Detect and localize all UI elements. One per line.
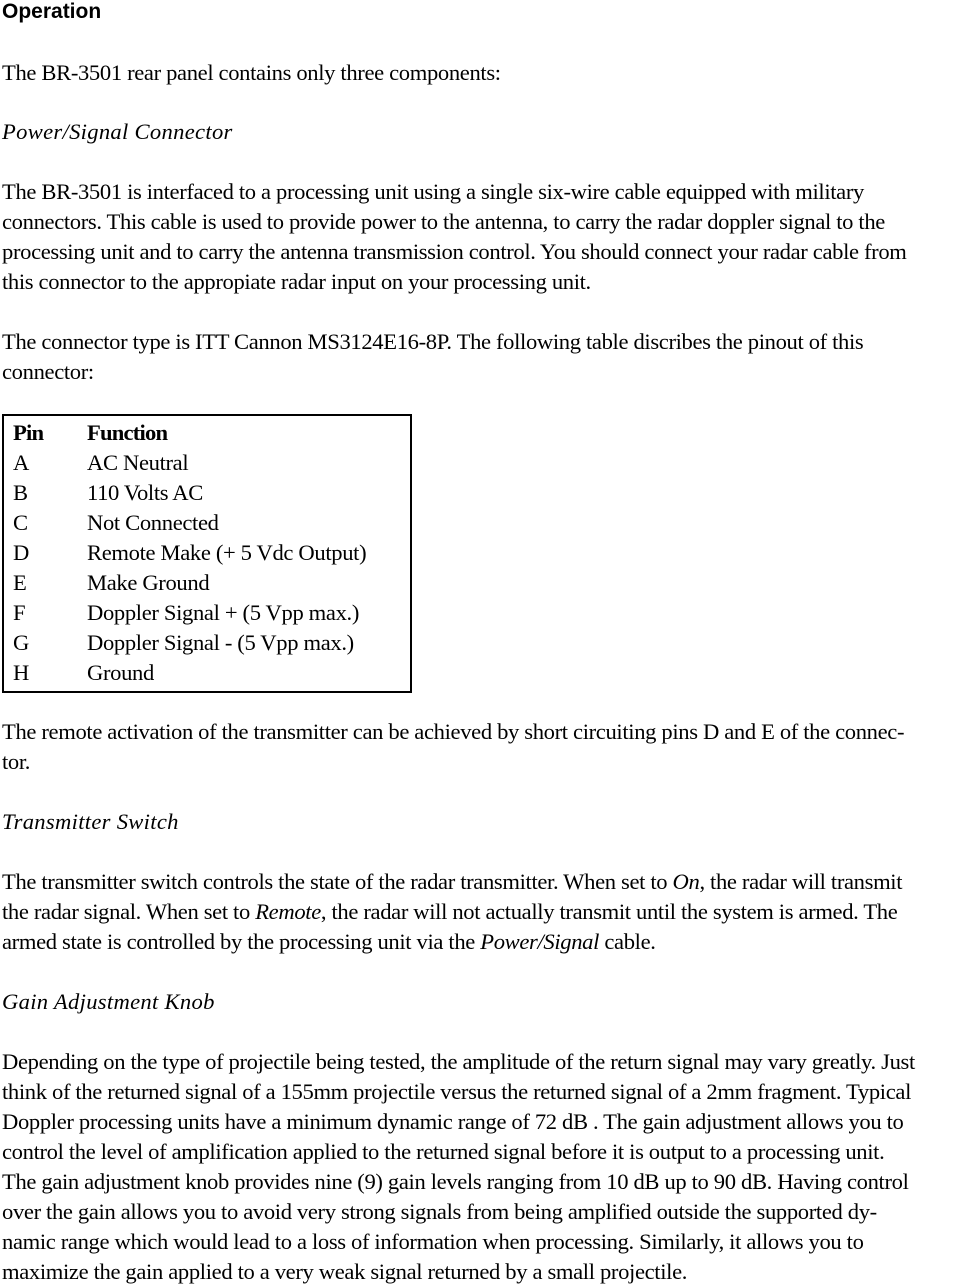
text-line: armed state is controlled by the processing unit via the Power/Signal cable. <box>2 929 656 954</box>
page-heading: Operation <box>2 0 102 23</box>
emphasis-on: On <box>672 869 700 894</box>
pin-cell: H <box>13 660 29 685</box>
pin-cell: D <box>13 540 29 565</box>
function-cell: Not Connected <box>87 510 219 535</box>
pin-cell: G <box>13 630 29 655</box>
text-line: The connector type is ITT Cannon MS3124E16-8P. The following table discribes the pinout of this <box>2 329 864 354</box>
section-title-power-signal: Power/Signal Connector <box>2 119 233 144</box>
text-line: the radar signal. When set to Remote, the radar will not actually transmit until the system is armed. The <box>2 899 898 924</box>
text-line: think of the returned signal of a 155mm projectile versus the returned signal of a 2mm fragment. Typical <box>2 1079 912 1104</box>
text-line: Doppler processing units have a minimum dynamic range of 72 dB . The gain adjustment allows you to <box>2 1109 904 1134</box>
text-line: The transmitter switch controls the state of the radar transmitter. When set to On, the radar will transmit <box>2 869 903 894</box>
pin-cell: B <box>13 480 28 505</box>
remote-activation-paragraph <box>2 717 972 777</box>
pin-cell: A <box>13 450 29 475</box>
text-line: The remote activation of the transmitter can be achieved by short circuiting pins D and E of the connec- <box>2 719 905 744</box>
pin-cell: F <box>13 600 26 625</box>
power-paragraph-2 <box>2 327 972 387</box>
header-function: Function <box>87 420 168 445</box>
intro-paragraph: The BR-3501 rear panel contains only three components: <box>2 60 501 85</box>
text-line: connector: <box>2 359 94 384</box>
text-line: Depending on the type of projectile being tested, the amplitude of the return signal may vary greatly. Just <box>2 1049 915 1074</box>
function-cell: Doppler Signal + (5 Vpp max.) <box>87 600 360 625</box>
function-cell: Ground <box>87 660 154 685</box>
power-paragraph-1 <box>2 177 972 297</box>
text-line: The gain adjustment knob provides nine (9) gain levels ranging from 10 dB up to 90 dB. Having control <box>2 1169 909 1194</box>
emphasis-power-signal: Power/Signal <box>480 929 600 954</box>
text-line: maximize the gain applied to a very weak signal returned by a small projectile. <box>2 1259 688 1284</box>
section-title-transmitter-switch: Transmitter Switch <box>2 809 179 834</box>
text-line: this connector to the appropiate radar input on your processing unit. <box>2 269 591 294</box>
function-cell: 110 Volts AC <box>87 480 203 505</box>
text-line: namic range which would lead to a loss of information when processing. Similarly, it allows you to <box>2 1229 864 1254</box>
function-cell: Remote Make (+ 5 Vdc Output) <box>87 540 367 565</box>
gain-paragraph <box>2 1047 972 1287</box>
text-line: The BR-3501 is interfaced to a processing unit using a single six-wire cable equipped with military <box>2 179 864 204</box>
section-title-gain-adjustment: Gain Adjustment Knob <box>2 989 215 1014</box>
text-line: processing unit and to carry the antenna transmission control. You should connect your radar cable from <box>2 239 907 264</box>
function-cell: Make Ground <box>87 570 210 595</box>
text-line: tor. <box>2 749 31 774</box>
transmitter-paragraph <box>2 867 972 957</box>
pin-cell: C <box>13 510 28 535</box>
function-cell: Doppler Signal - (5 Vpp max.) <box>87 630 354 655</box>
function-cell: AC Neutral <box>87 450 189 475</box>
text-line: over the gain allows you to avoid very strong signals from being amplified outside the supported dy- <box>2 1199 877 1224</box>
text-line: connectors. This cable is used to provide power to the antenna, to carry the radar doppler signal to the <box>2 209 885 234</box>
emphasis-remote: Remote <box>255 899 321 924</box>
header-pin: Pin <box>13 420 44 445</box>
text-line: control the level of amplification applied to the returned signal before it is output to a processing unit. <box>2 1139 885 1164</box>
pinout-table <box>2 414 412 693</box>
pin-cell: E <box>13 570 27 595</box>
